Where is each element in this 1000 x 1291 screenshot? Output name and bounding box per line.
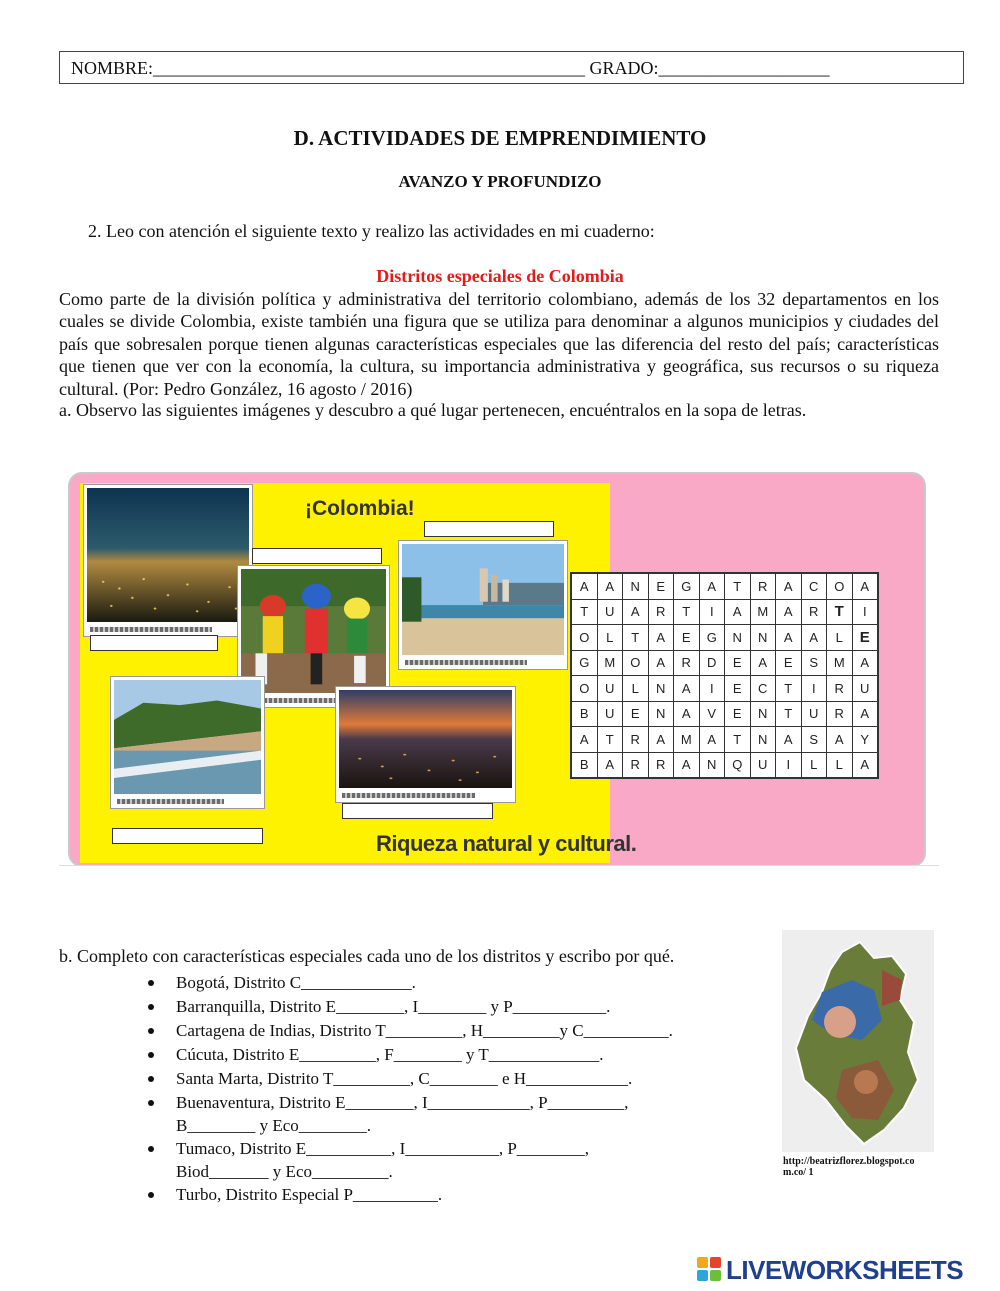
- word-search-cell[interactable]: A: [699, 573, 725, 599]
- word-search-cell[interactable]: N: [648, 701, 674, 727]
- word-search-cell[interactable]: C: [750, 676, 776, 702]
- word-search-row: [571, 676, 878, 702]
- word-search-cell[interactable]: A: [597, 573, 623, 599]
- word-search-cell[interactable]: A: [852, 752, 878, 778]
- word-search-cell[interactable]: A: [776, 573, 802, 599]
- district-item-text: Cartagena de Indias, Distrito T_________, H_________y C__________.: [176, 1021, 673, 1040]
- grado-label: GRADO:: [589, 58, 659, 78]
- colombia-map-image: [782, 930, 934, 1152]
- bullet-icon: [148, 1146, 154, 1152]
- word-search-row: [571, 727, 878, 753]
- word-search-cell[interactable]: E: [725, 650, 751, 676]
- bullet-icon: [148, 1004, 154, 1010]
- word-search-cell[interactable]: T: [725, 727, 751, 753]
- word-search-cell[interactable]: N: [725, 625, 751, 651]
- item-a-instruction: a. Observo las siguientes imágenes y descubro a qué lugar pertenecen, encuéntralos en la sopa de letras.: [59, 400, 807, 420]
- word-search-cell[interactable]: L: [827, 625, 853, 651]
- word-search-cell[interactable]: R: [648, 752, 674, 778]
- nombre-label: NOMBRE:: [71, 58, 154, 78]
- word-search-cell[interactable]: L: [801, 752, 827, 778]
- word-search-cell[interactable]: T: [571, 599, 597, 625]
- word-search-cell[interactable]: U: [750, 752, 776, 778]
- item-b-instruction: b. Completo con características especiales cada uno de los distritos y escribo por qué.: [59, 946, 675, 966]
- word-search-cell[interactable]: A: [699, 727, 725, 753]
- word-search-cell[interactable]: A: [674, 676, 700, 702]
- word-search-cell[interactable]: O: [571, 676, 597, 702]
- word-search-row: [571, 752, 878, 778]
- word-search-cell[interactable]: B: [571, 701, 597, 727]
- answer-box-3[interactable]: [90, 635, 218, 651]
- word-search-cell[interactable]: T: [776, 676, 802, 702]
- district-item-text: Buenaventura, Distrito E________, I____________, P_________,: [176, 1093, 629, 1112]
- word-search-cell[interactable]: O: [571, 625, 597, 651]
- district-item-continuation: B________ y Eco________.: [176, 1116, 372, 1135]
- word-search-cell[interactable]: R: [623, 727, 649, 753]
- collage-footer: Riqueza natural y cultural.: [376, 831, 637, 856]
- word-search-cell[interactable]: E: [725, 676, 751, 702]
- bullet-icon: [148, 980, 154, 986]
- word-search-row: [571, 701, 878, 727]
- word-search-cell[interactable]: A: [852, 701, 878, 727]
- photo-coast: [110, 676, 265, 809]
- word-search-cell[interactable]: N: [648, 676, 674, 702]
- district-item-text: Cúcuta, Distrito E_________, F________ y T_____________.: [176, 1045, 604, 1064]
- word-search-cell[interactable]: A: [776, 625, 802, 651]
- word-search-cell[interactable]: A: [750, 650, 776, 676]
- photo-city-sunset: [335, 686, 516, 803]
- liveworksheets-logo: [697, 1252, 963, 1288]
- panel-divider: [59, 865, 939, 878]
- word-search-cell[interactable]: R: [674, 650, 700, 676]
- word-search-cell[interactable]: A: [571, 573, 597, 599]
- word-search-cell[interactable]: S: [801, 650, 827, 676]
- word-search-cell[interactable]: A: [852, 650, 878, 676]
- word-search-cell[interactable]: C: [801, 573, 827, 599]
- word-search-cell[interactable]: R: [648, 599, 674, 625]
- word-search-cell[interactable]: A: [674, 701, 700, 727]
- word-search-cell[interactable]: T: [827, 599, 853, 625]
- word-search-cell[interactable]: R: [623, 752, 649, 778]
- word-search-cell[interactable]: E: [725, 701, 751, 727]
- word-search-cell[interactable]: A: [571, 727, 597, 753]
- word-search-cell[interactable]: N: [699, 752, 725, 778]
- word-search-cell[interactable]: R: [801, 599, 827, 625]
- photo-bogota-night: [83, 484, 253, 637]
- word-search-cell[interactable]: D: [699, 650, 725, 676]
- word-search-cell[interactable]: B: [571, 752, 597, 778]
- word-search-cell[interactable]: G: [571, 650, 597, 676]
- word-search-cell[interactable]: T: [776, 701, 802, 727]
- word-search-cell[interactable]: M: [750, 599, 776, 625]
- district-item-continuation: Biod_______ y Eco_________.: [176, 1162, 393, 1181]
- word-search-row: [571, 599, 878, 625]
- word-search-cell[interactable]: A: [623, 599, 649, 625]
- word-search-cell[interactable]: A: [648, 625, 674, 651]
- word-search-cell[interactable]: E: [776, 650, 802, 676]
- word-search-cell[interactable]: E: [674, 625, 700, 651]
- word-search-cell[interactable]: T: [674, 599, 700, 625]
- word-search-cell[interactable]: N: [750, 625, 776, 651]
- word-search-cell[interactable]: U: [597, 701, 623, 727]
- word-search-cell[interactable]: N: [750, 727, 776, 753]
- word-search-cell[interactable]: I: [852, 599, 878, 625]
- word-search-cell[interactable]: V: [699, 701, 725, 727]
- section-title: Distritos especiales de Colombia: [376, 266, 624, 286]
- answer-box-2[interactable]: [252, 548, 382, 564]
- district-item-text: Barranquilla, Distrito E________, I________ y P___________.: [176, 997, 611, 1016]
- word-search-cell[interactable]: Y: [852, 727, 878, 753]
- word-search-cell[interactable]: E: [623, 701, 649, 727]
- word-search-cell[interactable]: A: [648, 650, 674, 676]
- word-search-cell[interactable]: T: [725, 573, 751, 599]
- word-search-cell[interactable]: R: [750, 573, 776, 599]
- word-search-cell[interactable]: E: [648, 573, 674, 599]
- photo-santa-marta-beach: [398, 540, 568, 670]
- word-search-grid: [570, 572, 879, 779]
- word-search-cell[interactable]: A: [801, 625, 827, 651]
- bullet-icon: [148, 1052, 154, 1058]
- district-item-text: Turbo, Distrito Especial P__________.: [176, 1185, 443, 1204]
- name-grade-box: [59, 51, 964, 84]
- map-credit: http://beatrizflorez.blogspot.co m.co/ 1: [783, 1156, 915, 1178]
- district-item-text: Santa Marta, Distrito T_________, C________ e H____________.: [176, 1069, 633, 1088]
- word-search-cell[interactable]: M: [827, 650, 853, 676]
- word-search-cell[interactable]: A: [776, 727, 802, 753]
- word-search-cell[interactable]: G: [674, 573, 700, 599]
- liveworksheets-logo-icon: [697, 1257, 723, 1283]
- page-subtitle: AVANZO Y PROFUNDIZO: [398, 172, 602, 191]
- bullet-icon: [148, 1100, 154, 1106]
- word-search-cell[interactable]: L: [623, 676, 649, 702]
- word-search-cell[interactable]: O: [623, 650, 649, 676]
- collage-heading: ¡Colombia!: [305, 497, 415, 520]
- nombre-field[interactable]: ________________________________________________: [153, 58, 586, 78]
- word-search-cell[interactable]: U: [597, 599, 623, 625]
- answer-box-5[interactable]: [342, 803, 493, 819]
- word-search-cell[interactable]: S: [801, 727, 827, 753]
- word-search-cell[interactable]: M: [674, 727, 700, 753]
- answer-box-4[interactable]: [112, 828, 263, 844]
- word-search-cell[interactable]: I: [699, 599, 725, 625]
- bullet-icon: [148, 1076, 154, 1082]
- answer-box-1[interactable]: [424, 521, 554, 537]
- word-search-row: [571, 650, 878, 676]
- word-search-cell[interactable]: N: [750, 701, 776, 727]
- word-search-cell[interactable]: U: [801, 701, 827, 727]
- word-search-cell[interactable]: U: [597, 676, 623, 702]
- word-search-cell[interactable]: A: [674, 752, 700, 778]
- word-search-cell[interactable]: M: [597, 650, 623, 676]
- bullet-icon: [148, 1028, 154, 1034]
- intro-paragraph: Como parte de la división política y administrativa del territorio colombiano, además de los 32 departamentos en los cuales se divide Colombia, existe también una figura que se utiliza para denominar a algunos municipios y ciudades del país que sobresalen porque tienen algunas características especiales que las diferencia del resto del país; características que tienen que ver con la economía, la cultura, su importancia administrativa y geográfica, sus recursos o su riqueza cultural. (Por: Pedro González, 16 agosto / 2016): [59, 289, 939, 399]
- word-search-cell[interactable]: I: [699, 676, 725, 702]
- word-search-cell[interactable]: U: [852, 676, 878, 702]
- liveworksheets-logo-text: LIVEWORKSHEETS: [726, 1254, 964, 1285]
- word-search-cell[interactable]: I: [801, 676, 827, 702]
- word-search-cell[interactable]: L: [827, 752, 853, 778]
- word-search-cell[interactable]: G: [699, 625, 725, 651]
- word-search-cell[interactable]: A: [776, 599, 802, 625]
- word-search-cell[interactable]: A: [827, 727, 853, 753]
- word-search-cell[interactable]: A: [597, 752, 623, 778]
- word-search-cell[interactable]: A: [648, 727, 674, 753]
- word-search-cell[interactable]: R: [827, 701, 853, 727]
- word-search-cell[interactable]: A: [852, 573, 878, 599]
- page-title: D. ACTIVIDADES DE EMPRENDIMIENTO: [293, 126, 707, 150]
- bullet-icon: [148, 1192, 154, 1198]
- word-search-cell[interactable]: I: [776, 752, 802, 778]
- word-search-cell[interactable]: Q: [725, 752, 751, 778]
- word-search-cell[interactable]: N: [623, 573, 649, 599]
- district-item-text: Tumaco, Distrito E__________, I___________, P________,: [176, 1139, 590, 1158]
- word-search-cell[interactable]: L: [597, 625, 623, 651]
- grado-field[interactable]: ___________________: [658, 58, 830, 78]
- word-search-row: [571, 625, 878, 651]
- word-search-cell[interactable]: R: [827, 676, 853, 702]
- word-search-cell[interactable]: O: [827, 573, 853, 599]
- instruction-2: 2. Leo con atención el siguiente texto y realizo las actividades en mi cuaderno:: [88, 221, 655, 241]
- word-search-cell[interactable]: A: [725, 599, 751, 625]
- word-search-row: [571, 573, 878, 599]
- word-search-cell[interactable]: E: [852, 625, 878, 651]
- district-item-text: Bogotá, Distrito C_____________.: [176, 973, 416, 992]
- word-search-cell[interactable]: T: [597, 727, 623, 753]
- word-search-cell[interactable]: T: [623, 625, 649, 651]
